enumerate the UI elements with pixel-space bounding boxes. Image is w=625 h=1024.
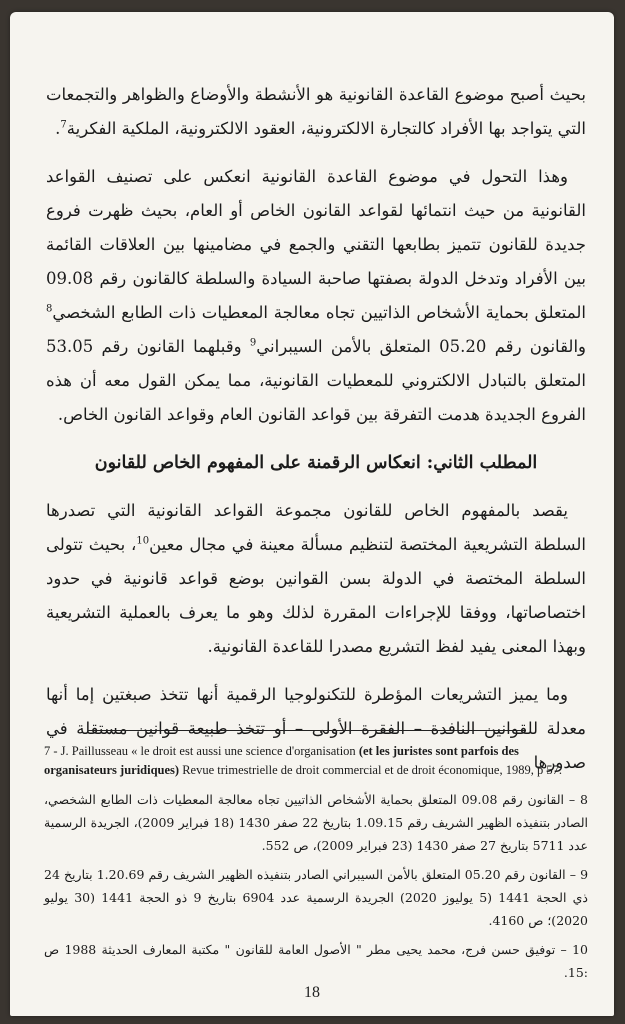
footnote-9: 9 – القانون رقم 05.20 المتعلق بالأمن السيبراني الصادر بتنفيذه الظهير الشريف رقم 1.20.69 بتاريخ 24 ذي الحجة 1441 (5 يوليوز 2020) الجريدة الرسمية عدد 6904 بتاريخ 9 ذو الحجة 1441 (30 يوليو 2020)؛ ص 4160. <box>44 867 589 928</box>
footnote-7: 7 - J. Paillusseau « le droit est aussi une science d'organisation (et les juristes sont parfois des organisateurs juridiques) Revue trimestrielle de droit commercial et de droit économique, 1989, p 57. <box>44 744 562 777</box>
paragraph-2: وهذا التحول في موضوع القاعدة القانونية انعكس على تصنيف القواعد القانونية من حيث انتمائها لقواعد القانون الخاص أو العام، بحيث ظهرت فروع جديدة للقانون تتميز بطابعها التقني والجمع في مضامينها بين العلاقات القائمة بين الأفراد وتدخل الدولة بصفتها صاحبة السيادة والسلطة كالقانون رقم 09.08 المتعلق بحماية الأشخاص الذاتيين تجاه معالجة المعطيات ذات الطابع الشخصي$^8$ والقانون رقم 05.20 المتعلق بالأمن السيبراني$^9$ وقبلهما القانون رقم 53.05 المتعلق بالتبادل الالكتروني للمعطيات القانونية، مما يمكن القول معه أن هذه الفروع الجديدة هدمت التفرقة بين قواعد القانون العام وقواعد القانون الخاص. <box>46 167 586 424</box>
paragraph-4: وما يميز التشريعات المؤطرة للتكنولوجيا الرقمية أنها تتخذ صبغتين إما أنها معدلة للقوانين النافدة – الفقرة الأولى – أو تتخذ طبيعة قوانين مستقلة في صدورها <box>46 685 586 772</box>
footnote-8: 8 – القانون رقم 09.08 المتعلق بحماية الأشخاص الذاتيين تجاه معالجة المعطيات ذات الطابع الشخصي، الصادر بتنفيذه الظهير الشريف رقم 1.09.15 بتاريخ 22 صفر 1430 (18 فبراير 2009)، الجريدة الرسمية عدد 5711 بتاريخ 27 صفر 1430 (23 فبراير 2009)، ص 552. <box>44 792 589 853</box>
paragraph-1: بحيث أصبح موضوع القاعدة القانونية هو الأنشطة والأوضاع والظواهر والتجمعات التي يتواجد بها الأفراد كالتجارة الالكترونية، العقود الالكترونية، الملكية الفكرية$^7$. <box>46 85 586 138</box>
main-text <box>46 78 586 794</box>
page-number: 18 <box>304 984 320 1001</box>
paragraph-3: يقصد بالمفهوم الخاص للقانون مجموعة القواعد القانونية التي تصدرها السلطة التشريعية المختصة لتنظيم مسألة معينة في مجال معين$^{10}$، بحيث تتولى السلطة المختصة في الدولة بسن القوانين بوضع قواعد قانونية في حدود اختصاصاتها، ووفقا للإجراءات المقررة لذلك وهو ما يعرف بالعملية التشريعية وبهذا المعنى يفيد لفظ التشريع مصدرا للقاعدة القانونية. <box>46 501 586 656</box>
footnote-ref-10[interactable]: 10 <box>136 535 150 547</box>
footnotes <box>44 742 588 990</box>
footnote-10: 10 – توفيق حسن فرج، محمد يحيى مطر " الأصول العامة للقانون " مكتبة المعارف الحديثة 1988 ص :15. <box>44 942 588 980</box>
section-heading: المطلب الثاني: انعكاس الرقمنة على المفهوم الخاص للقانون <box>94 453 538 473</box>
footnote-ref-7[interactable]: 7 <box>60 119 67 131</box>
footnote-ref-9[interactable]: 9 <box>249 337 257 349</box>
footnote-separator <box>88 730 526 731</box>
book-page <box>10 12 614 1016</box>
footnote-ref-8[interactable]: 8 <box>46 303 53 315</box>
